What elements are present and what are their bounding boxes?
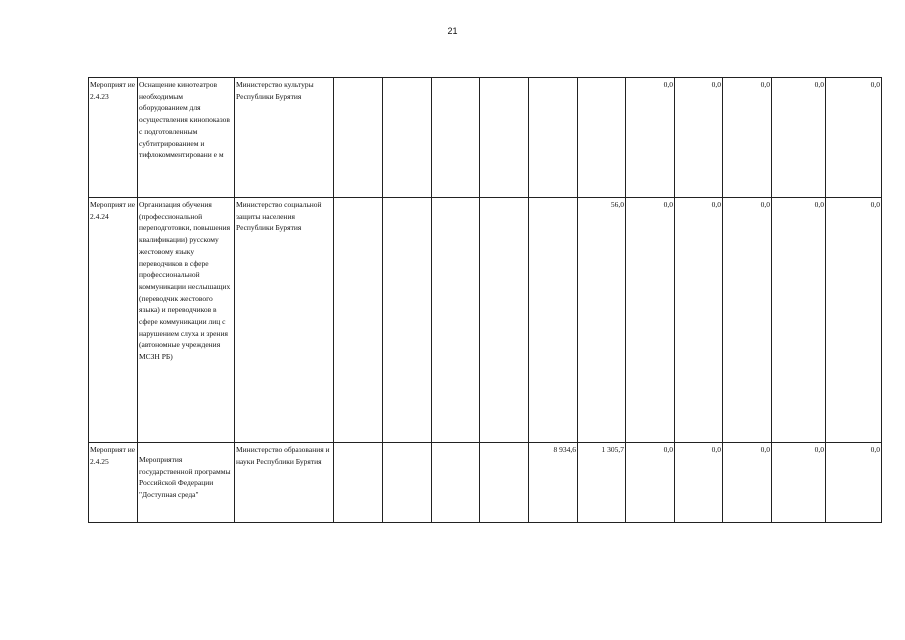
activity-executor: Министерство культуры Республики Бурятия — [235, 78, 334, 198]
table-row — [89, 198, 882, 443]
value-cell: 0,0 — [826, 198, 882, 443]
value-cell: 1 305,7 — [578, 443, 626, 523]
value-cell — [334, 443, 383, 523]
value-cell — [334, 78, 383, 198]
value-cell — [529, 198, 578, 443]
activity-code: Мероприят ие 2.4.25 — [89, 443, 138, 523]
value-cell — [432, 443, 480, 523]
activity-name: Оснащение кинотеатров необходимым оборудованием для осуществления кинопоказов с подготовленным субтитрированием и тифлокомментировани е м — [138, 78, 235, 198]
value-cell: 0,0 — [772, 443, 826, 523]
value-cell — [480, 78, 529, 198]
value-cell — [578, 78, 626, 198]
activity-executor: Министерство образования и науки Республики Бурятия — [235, 443, 334, 523]
value-cell: 0,0 — [626, 78, 675, 198]
value-cell — [432, 78, 480, 198]
value-cell — [334, 198, 383, 443]
activity-code: Мероприят ие 2.4.24 — [89, 198, 138, 443]
value-cell: 56,0 — [578, 198, 626, 443]
table-row — [89, 443, 882, 523]
table-row — [89, 78, 882, 198]
activity-name: Мероприятия государственной программы Российской Федерации "Доступная среда" — [138, 443, 235, 523]
value-cell: 0,0 — [723, 78, 772, 198]
page-number: 21 — [447, 26, 458, 36]
value-cell: 0,0 — [772, 78, 826, 198]
activity-name: Организация обучения (профессиональной переподготовки, повышения квалификации) русскому жестовому языку переводчиков в сфере профессиональной коммуникации неслышащих (переводчик жестового языка) и переводчиков в сфере коммуникации лиц с нарушением слуха и зрения (автономные учреждения МСЗН РБ) — [138, 198, 235, 443]
value-cell: 8 934,6 — [529, 443, 578, 523]
value-cell: 0,0 — [723, 443, 772, 523]
value-cell — [383, 198, 432, 443]
activity-executor: Министерство социальной защиты населения Республики Бурятия — [235, 198, 334, 443]
value-cell: 0,0 — [675, 78, 723, 198]
value-cell: 0,0 — [826, 78, 882, 198]
value-cell — [383, 78, 432, 198]
value-cell: 0,0 — [826, 443, 882, 523]
value-cell: 0,0 — [723, 198, 772, 443]
activity-code: Мероприят ие 2.4.23 — [89, 78, 138, 198]
value-cell: 0,0 — [675, 443, 723, 523]
value-cell — [480, 443, 529, 523]
value-cell: 0,0 — [626, 198, 675, 443]
value-cell: 0,0 — [675, 198, 723, 443]
value-cell: 0,0 — [626, 443, 675, 523]
value-cell — [432, 198, 480, 443]
value-cell: 0,0 — [772, 198, 826, 443]
activities-table — [88, 77, 882, 523]
value-cell — [529, 78, 578, 198]
value-cell — [480, 198, 529, 443]
value-cell — [383, 443, 432, 523]
